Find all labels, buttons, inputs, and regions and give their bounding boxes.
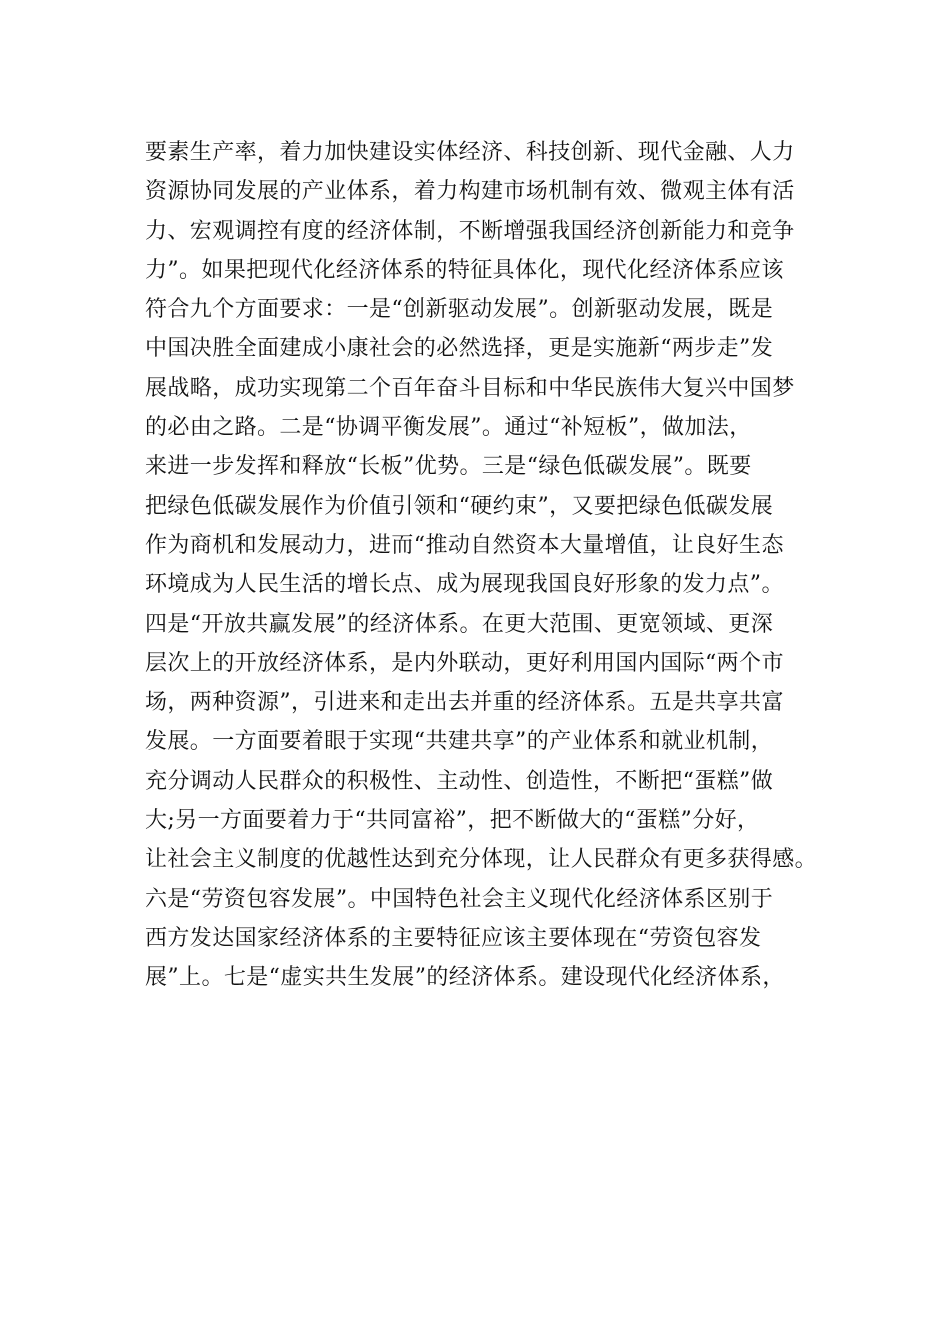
- text-line: 大;另一方面要着力于“共同富裕”，把不断做大的“蛋糕”分好，: [145, 808, 760, 834]
- text-line: 把绿色低碳发展作为价值引领和“硬约束”，又要把绿色低碳发展: [145, 493, 774, 519]
- text-line: 充分调动人民群众的积极性、主动性、创造性，不断把“蛋糕”做: [145, 768, 774, 794]
- text-line: 六是“劳资包容发展”。中国特色社会主义现代化经济体系区别于: [145, 886, 774, 912]
- body-text: [145, 133, 825, 998]
- text-line: 的必由之路。二是“协调平衡发展”。通过“补短板”，做加法，: [145, 415, 752, 441]
- text-line: 力”。如果把现代化经济体系的特征具体化，现代化经济体系应该: [145, 257, 784, 283]
- text-line: 西方发达国家经济体系的主要特征应该主要体现在“劳资包容发: [145, 925, 762, 951]
- text-line: 作为商机和发展动力，进而“推动自然资本大量增值，让良好生态: [145, 532, 784, 558]
- text-line: 符合九个方面要求：一是“创新驱动发展”。创新驱动发展，既是: [145, 297, 774, 323]
- text-line: 展战略，成功实现第二个百年奋斗目标和中华民族伟大复兴中国梦: [145, 375, 795, 401]
- text-line: 力、宏观调控有度的经济体制，不断增强我国经济创新能力和竞争: [145, 218, 795, 244]
- text-line: 中国决胜全面建成小康社会的必然选择，更是实施新“两步走”发: [145, 336, 774, 362]
- text-line: 环境成为人民生活的增长点、成为展现我国良好形象的发力点”。: [145, 572, 784, 598]
- text-line: 来进一步发挥和释放“长板”优势。三是“绿色低碳发展”。既要: [145, 454, 752, 480]
- text-line: 四是“开放共赢发展”的经济体系。在更大范围、更宽领域、更深: [145, 611, 774, 637]
- text-line: 场，两种资源”，引进来和走出去并重的经济体系。五是共享共富: [145, 690, 784, 716]
- text-line: 发展。一方面要着眼于实现“共建共享”的产业体系和就业机制，: [145, 729, 774, 755]
- text-line: 展”上。七是“虚实共生发展”的经济体系。建设现代化经济体系，: [145, 965, 785, 991]
- text-line: 要素生产率，着力加快建设实体经济、科技创新、现代金融、人力: [145, 140, 795, 165]
- text-line: 资源协同发展的产业体系，着力构建市场机制有效、微观主体有活: [145, 179, 795, 205]
- text-line: 层次上的开放经济体系，是内外联动，更好利用国内国际“两个市: [145, 650, 784, 676]
- text-line: 让社会主义制度的优越性达到充分体现，让人民群众有更多获得感。: [145, 847, 818, 873]
